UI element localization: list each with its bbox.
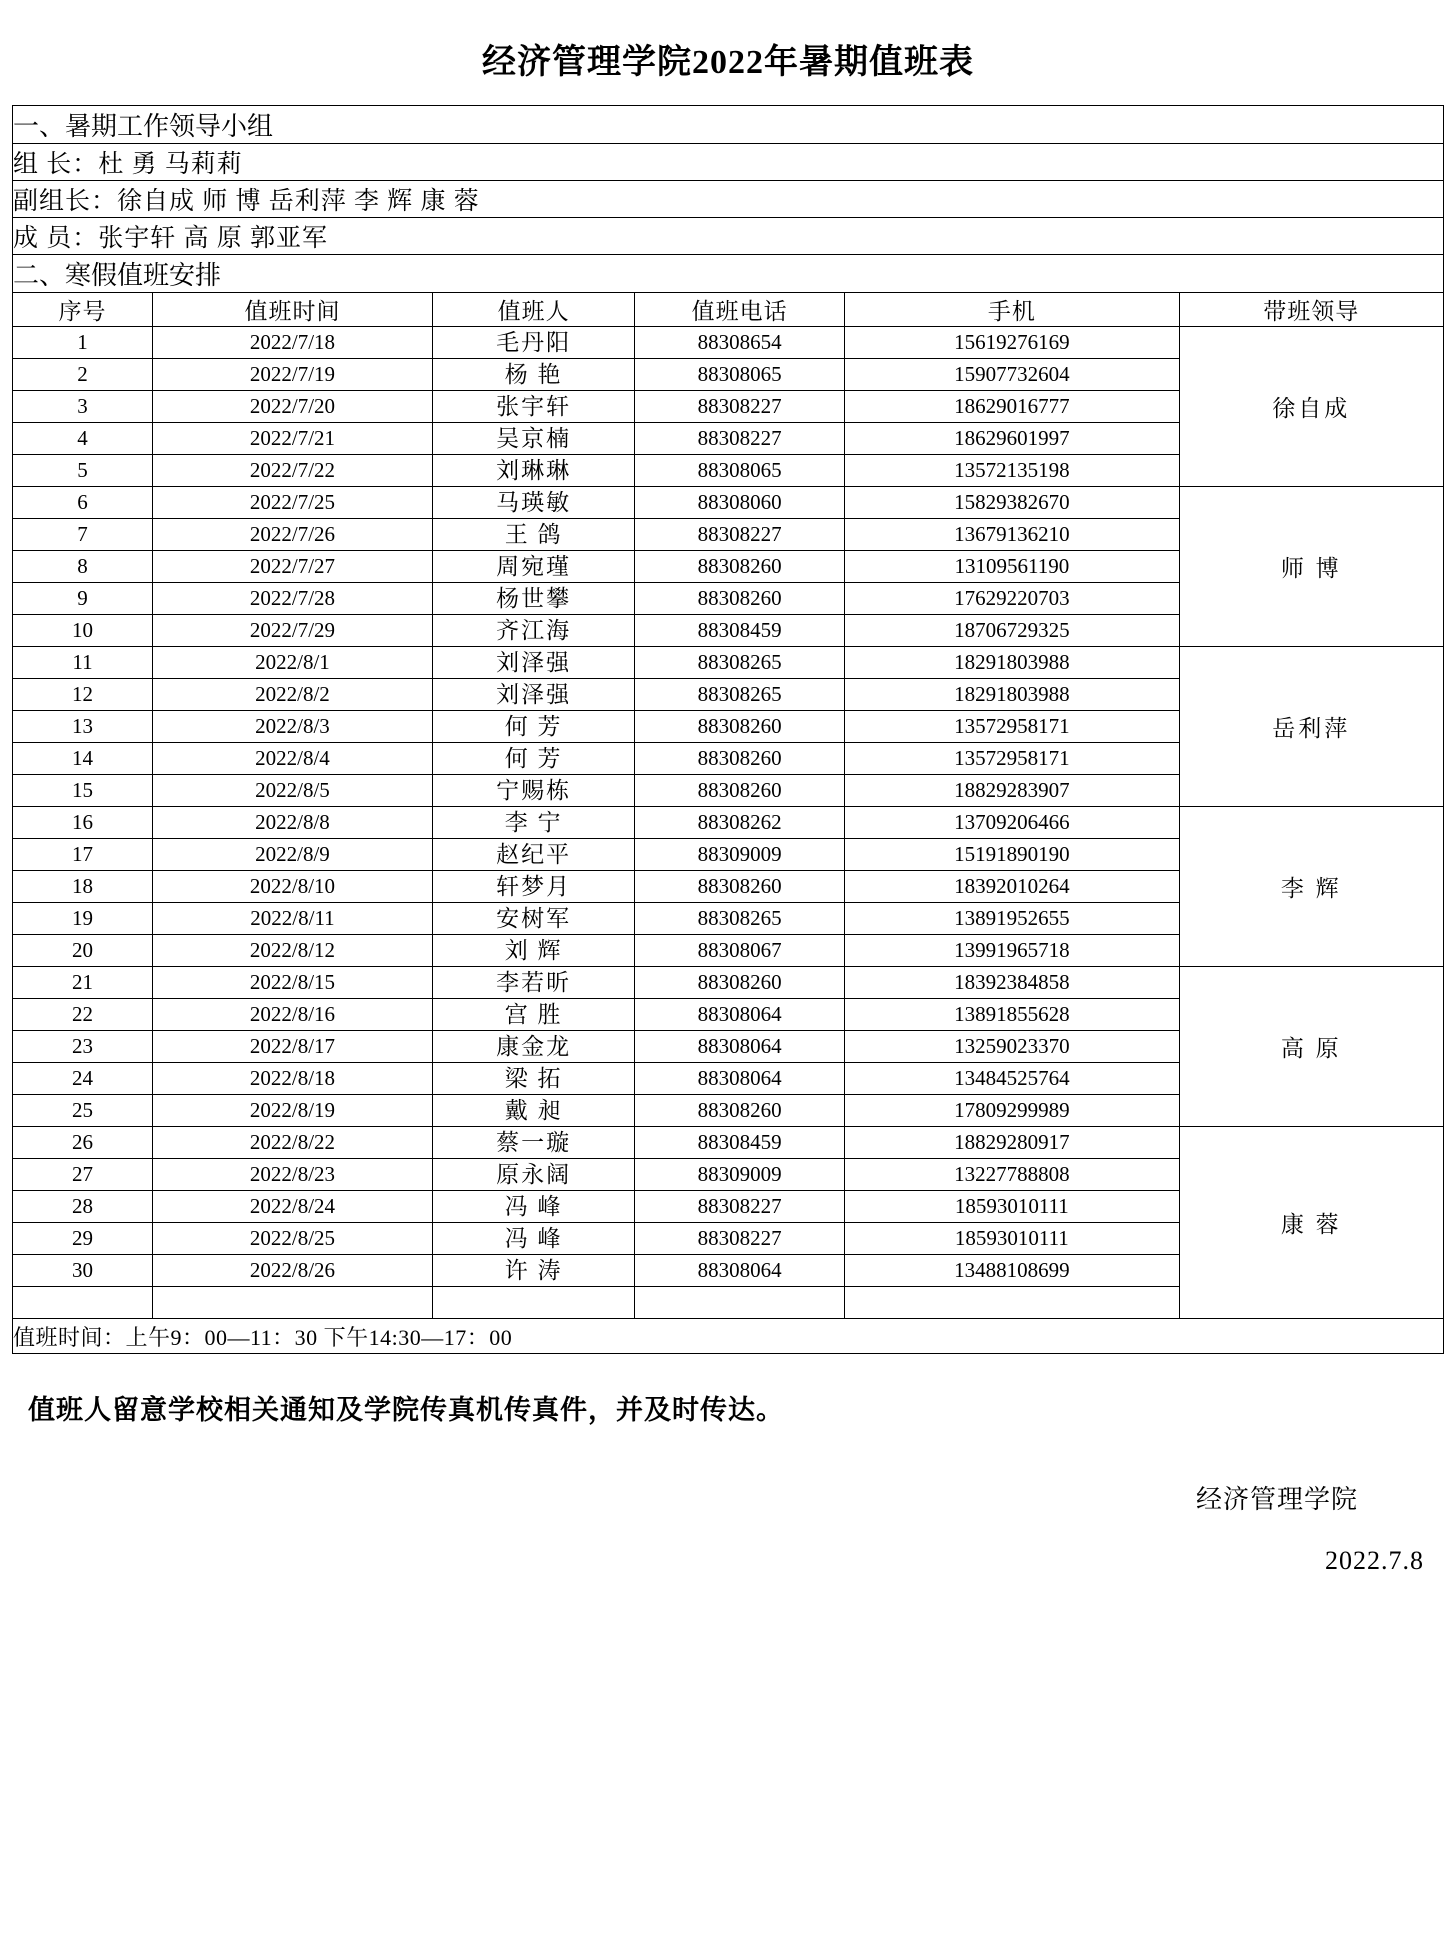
row-phone: 88308260 [635,583,845,615]
row-date: 2022/7/25 [152,487,432,519]
row-phone: 88308227 [635,423,845,455]
row-no: 28 [13,1191,153,1223]
signature-org: 经济管理学院 [1195,1485,1358,1514]
row-phone: 88308227 [635,391,845,423]
row-phone: 88308265 [635,679,845,711]
row-person: 许 涛 [432,1255,634,1287]
row-date: 2022/7/20 [152,391,432,423]
row-date: 2022/8/18 [152,1063,432,1095]
row-person: 轩梦月 [432,871,634,903]
table-row [13,647,1444,679]
row-person: 戴 昶 [432,1095,634,1127]
empty-cell-person [432,1287,634,1319]
row-leader: 徐自成 [1179,327,1443,487]
row-phone: 88308065 [635,455,845,487]
row-date: 2022/8/11 [152,903,432,935]
row-mobile: 13572135198 [845,455,1179,487]
table-row [13,967,1444,999]
row-date: 2022/8/19 [152,1095,432,1127]
row-person: 原永阔 [432,1159,634,1191]
row-date: 2022/7/18 [152,327,432,359]
row-mobile: 18392010264 [845,871,1179,903]
row-date: 2022/8/1 [152,647,432,679]
row-no: 14 [13,743,153,775]
row-phone: 88309009 [635,1159,845,1191]
members-line: 成 员：张宇轩 高 原 郭亚军 [13,218,1444,255]
row-phone: 88308260 [635,743,845,775]
row-no: 20 [13,935,153,967]
row-mobile: 13109561190 [845,551,1179,583]
row-date: 2022/8/9 [152,839,432,871]
row-date: 2022/7/19 [152,359,432,391]
row-date: 2022/7/22 [152,455,432,487]
row-no: 13 [13,711,153,743]
leadership-line-row [13,144,1444,181]
row-no: 27 [13,1159,153,1191]
row-mobile: 18829283907 [845,775,1179,807]
row-no: 29 [13,1223,153,1255]
row-date: 2022/8/22 [152,1127,432,1159]
row-phone: 88308260 [635,871,845,903]
leadership-line-row [13,181,1444,218]
row-date: 2022/8/23 [152,1159,432,1191]
row-phone: 88308064 [635,1031,845,1063]
row-no: 3 [13,391,153,423]
row-person: 齐江海 [432,615,634,647]
row-no: 12 [13,679,153,711]
row-mobile: 13679136210 [845,519,1179,551]
row-no: 24 [13,1063,153,1095]
duty-schedule-table [12,105,1444,1354]
duty-time-note: 值班时间：上午9：00—11：30 下午14:30—17：00 [13,1319,1444,1354]
column-header-mobile: 手机 [845,293,1179,327]
row-no: 11 [13,647,153,679]
row-no: 19 [13,903,153,935]
row-phone: 88308227 [635,519,845,551]
row-mobile: 18291803988 [845,647,1179,679]
row-mobile: 13484525764 [845,1063,1179,1095]
row-person: 安树军 [432,903,634,935]
row-mobile: 13991965718 [845,935,1179,967]
remark-text: 值班人留意学校相关通知及学院传真机传真件，并及时传达。 [28,1395,784,1425]
row-leader: 高 原 [1179,967,1443,1127]
row-person: 杨 艳 [432,359,634,391]
row-date: 2022/8/8 [152,807,432,839]
row-phone: 88308265 [635,903,845,935]
column-header-phone: 值班电话 [635,293,845,327]
row-no: 10 [13,615,153,647]
empty-cell-mobile [845,1287,1179,1319]
row-date: 2022/8/26 [152,1255,432,1287]
section2-heading: 二、寒假值班安排 [13,255,1444,293]
signature-date: 2022.7.8 [1325,1546,1424,1575]
row-no: 5 [13,455,153,487]
row-date: 2022/7/28 [152,583,432,615]
row-no: 8 [13,551,153,583]
row-date: 2022/8/25 [152,1223,432,1255]
row-no: 26 [13,1127,153,1159]
row-no: 25 [13,1095,153,1127]
row-leader: 康 蓉 [1179,1127,1443,1319]
row-leader: 岳利萍 [1179,647,1443,807]
row-mobile: 18593010111 [845,1191,1179,1223]
row-date: 2022/8/24 [152,1191,432,1223]
row-person: 张宇轩 [432,391,634,423]
row-person: 蔡一璇 [432,1127,634,1159]
row-date: 2022/7/29 [152,615,432,647]
row-person: 宁赐栋 [432,775,634,807]
row-person: 王 鸽 [432,519,634,551]
row-phone: 88308064 [635,1255,845,1287]
row-person: 梁 拓 [432,1063,634,1095]
column-header-no: 序号 [13,293,153,327]
table-row [13,327,1444,359]
row-phone: 88308227 [635,1223,845,1255]
row-mobile: 18706729325 [845,615,1179,647]
row-mobile: 13259023370 [845,1031,1179,1063]
row-no: 18 [13,871,153,903]
row-phone: 88308060 [635,487,845,519]
table-row [13,487,1444,519]
row-no: 21 [13,967,153,999]
table-row [13,807,1444,839]
row-person: 冯 峰 [432,1191,634,1223]
row-no: 6 [13,487,153,519]
row-person: 刘琳琳 [432,455,634,487]
leader-group-line: 组 长：杜 勇 马莉莉 [13,144,1444,181]
row-date: 2022/8/12 [152,935,432,967]
row-person: 何 芳 [432,743,634,775]
row-date: 2022/8/3 [152,711,432,743]
row-date: 2022/8/15 [152,967,432,999]
row-person: 吴京楠 [432,423,634,455]
row-person: 李若昕 [432,967,634,999]
row-person: 李 宁 [432,807,634,839]
row-phone: 88308067 [635,935,845,967]
row-date: 2022/7/27 [152,551,432,583]
row-phone: 88308260 [635,711,845,743]
duty-time-note-row [13,1319,1444,1354]
row-mobile: 15829382670 [845,487,1179,519]
row-phone: 88308654 [635,327,845,359]
row-date: 2022/8/17 [152,1031,432,1063]
row-mobile: 15907732604 [845,359,1179,391]
row-date: 2022/8/2 [152,679,432,711]
row-person: 康金龙 [432,1031,634,1063]
table-row [13,1127,1444,1159]
row-phone: 88308265 [635,647,845,679]
row-mobile: 18392384858 [845,967,1179,999]
row-no: 1 [13,327,153,359]
row-no: 15 [13,775,153,807]
section2-heading-row [13,255,1444,293]
row-phone: 88308459 [635,1127,845,1159]
row-person: 刘泽强 [432,647,634,679]
deputy-leader-line: 副组长：徐自成 师 博 岳利萍 李 辉 康 蓉 [13,181,1444,218]
row-person: 宫 胜 [432,999,634,1031]
row-no: 30 [13,1255,153,1287]
row-no: 9 [13,583,153,615]
row-date: 2022/8/4 [152,743,432,775]
row-mobile: 18291803988 [845,679,1179,711]
row-no: 22 [13,999,153,1031]
empty-cell-date [152,1287,432,1319]
row-phone: 88308064 [635,1063,845,1095]
row-phone: 88308065 [635,359,845,391]
row-date: 2022/7/21 [152,423,432,455]
column-header-leader: 带班领导 [1179,293,1443,327]
row-phone: 88308260 [635,775,845,807]
row-person: 赵纪平 [432,839,634,871]
row-date: 2022/7/26 [152,519,432,551]
row-mobile: 15619276169 [845,327,1179,359]
page-title: 经济管理学院2022年暑期值班表 [482,44,974,81]
row-mobile: 18593010111 [845,1223,1179,1255]
row-phone: 88308064 [635,999,845,1031]
row-person: 马瑛敏 [432,487,634,519]
column-header-date: 值班时间 [152,293,432,327]
row-phone: 88308260 [635,551,845,583]
row-mobile: 13572958171 [845,711,1179,743]
row-leader: 师 博 [1179,487,1443,647]
row-person: 冯 峰 [432,1223,634,1255]
row-date: 2022/8/5 [152,775,432,807]
row-phone: 88308260 [635,967,845,999]
row-phone: 88308262 [635,807,845,839]
row-phone: 88309009 [635,839,845,871]
row-person: 何 芳 [432,711,634,743]
row-mobile: 18629601997 [845,423,1179,455]
row-date: 2022/8/16 [152,999,432,1031]
empty-cell-no [13,1287,153,1319]
row-person: 刘 辉 [432,935,634,967]
footer-block [12,1388,1444,1576]
row-mobile: 18829280917 [845,1127,1179,1159]
row-no: 23 [13,1031,153,1063]
section1-heading-row [13,106,1444,144]
row-date: 2022/8/10 [152,871,432,903]
row-phone: 88308459 [635,615,845,647]
row-mobile: 13227788808 [845,1159,1179,1191]
row-person: 杨世攀 [432,583,634,615]
row-no: 2 [13,359,153,391]
row-mobile: 18629016777 [845,391,1179,423]
row-person: 刘泽强 [432,679,634,711]
row-mobile: 17629220703 [845,583,1179,615]
row-mobile: 15191890190 [845,839,1179,871]
row-no: 4 [13,423,153,455]
row-no: 17 [13,839,153,871]
row-no: 16 [13,807,153,839]
row-mobile: 13488108699 [845,1255,1179,1287]
row-mobile: 13572958171 [845,743,1179,775]
row-mobile: 17809299989 [845,1095,1179,1127]
column-header-person: 值班人 [432,293,634,327]
empty-cell-phone [635,1287,845,1319]
row-mobile: 13891855628 [845,999,1179,1031]
row-phone: 88308260 [635,1095,845,1127]
row-leader: 李 辉 [1179,807,1443,967]
row-person: 毛丹阳 [432,327,634,359]
section1-heading: 一、暑期工作领导小组 [13,106,1444,144]
leadership-line-row [13,218,1444,255]
row-no: 7 [13,519,153,551]
row-mobile: 13891952655 [845,903,1179,935]
row-person: 周宛瑾 [432,551,634,583]
row-phone: 88308227 [635,1191,845,1223]
row-mobile: 13709206466 [845,807,1179,839]
table-header-row [13,293,1444,327]
